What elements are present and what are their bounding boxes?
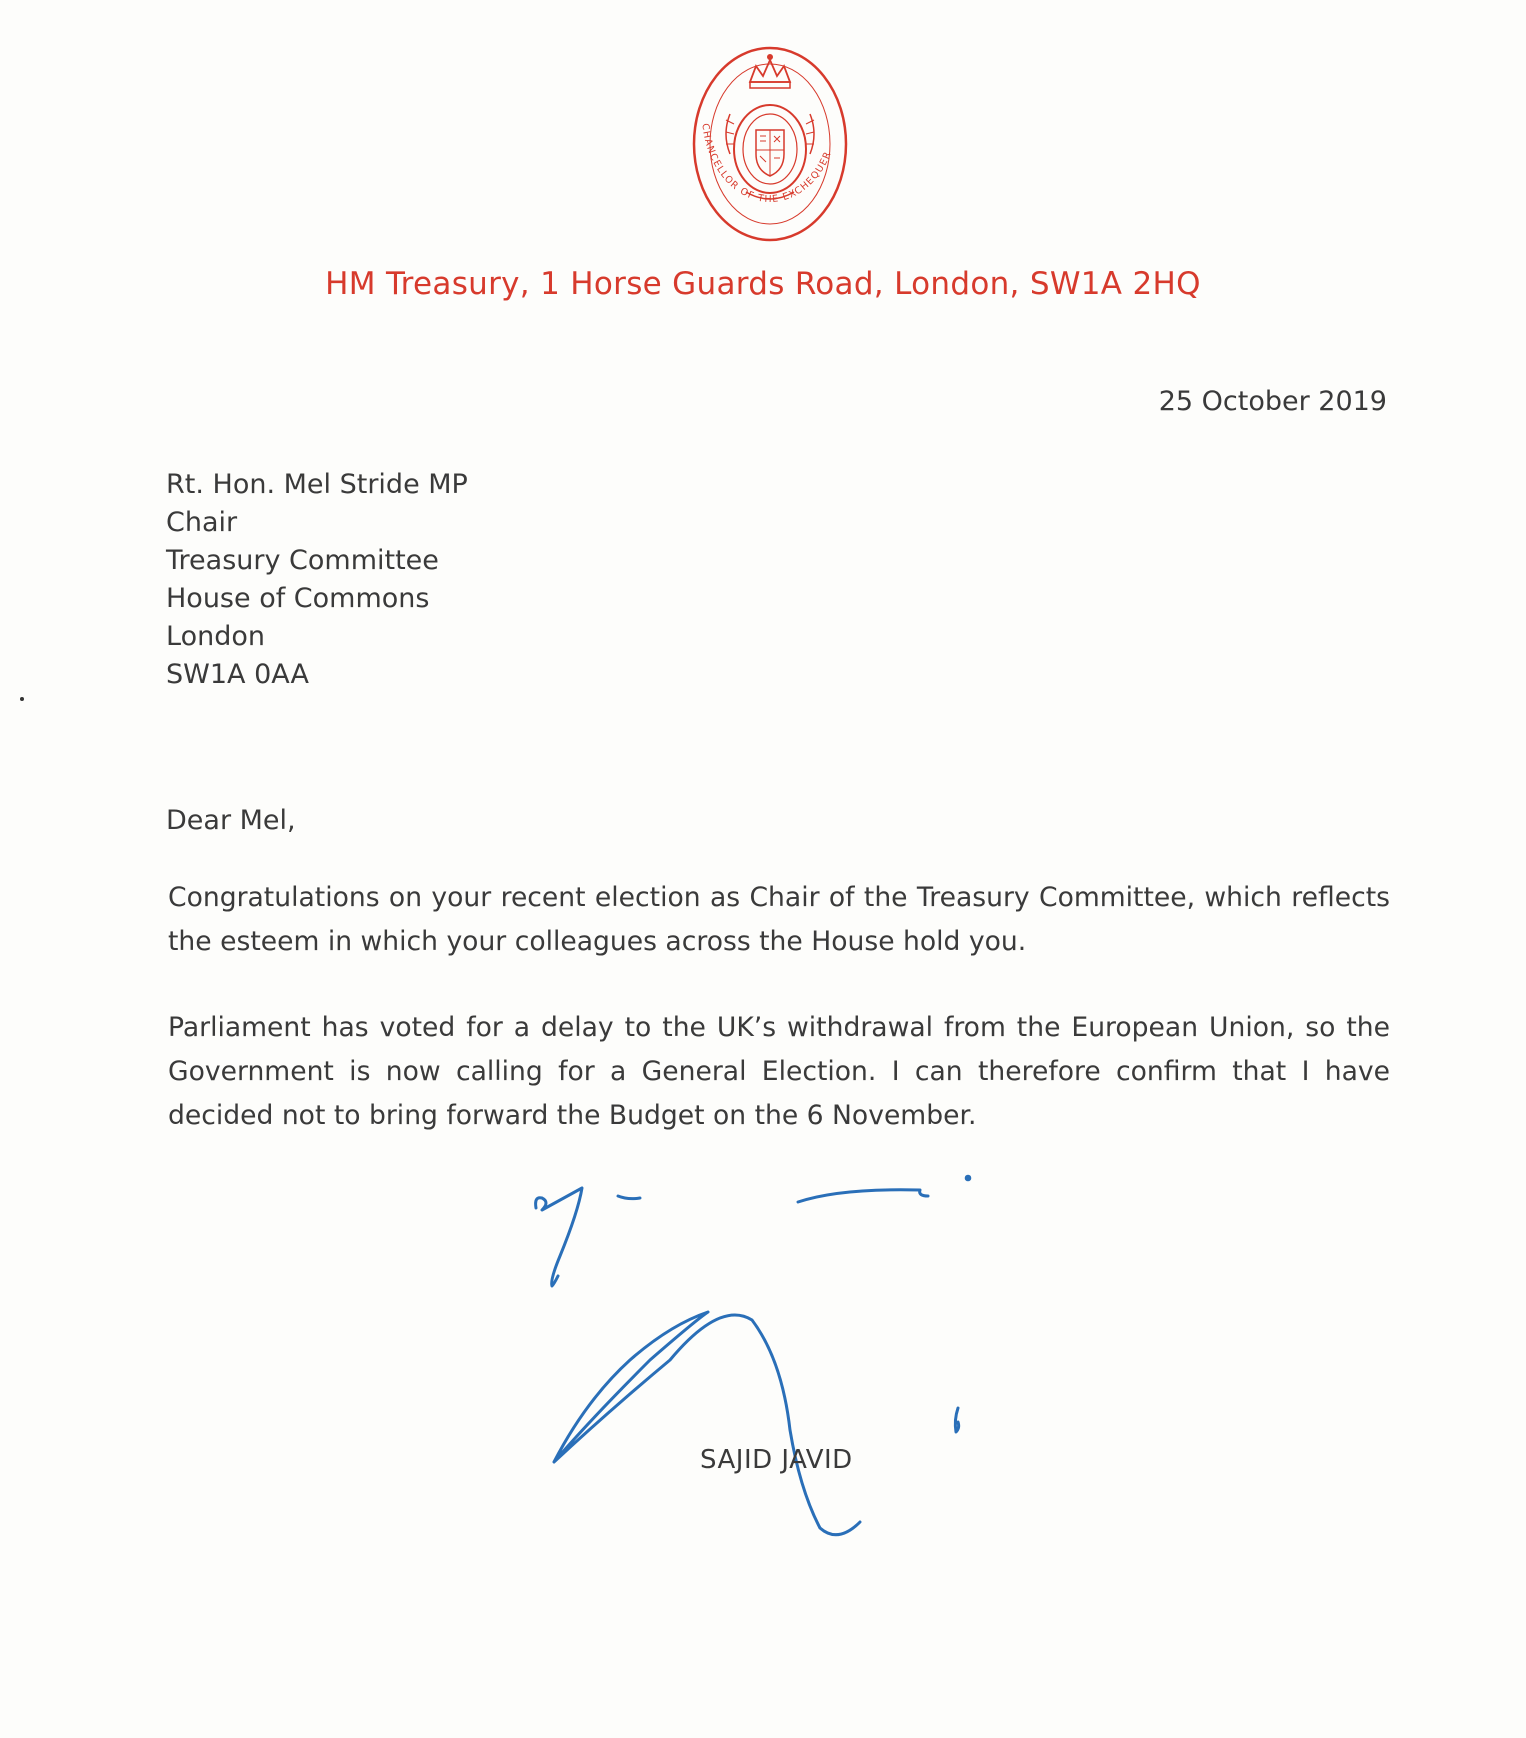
recipient-line: House of Commons	[166, 583, 430, 614]
recipient-address-block	[166, 466, 468, 694]
letter-date: 25 October 2019	[1158, 386, 1387, 417]
recipient-line: London	[166, 621, 265, 652]
body-paragraph: Congratulations on your recent election as Chair of the Treasury Committee, which reflects the esteem in which your colleagues across the House hold you.	[168, 882, 1390, 957]
scan-speck	[20, 697, 24, 701]
handwritten-signature	[520, 1160, 980, 1560]
recipient-line: Chair	[166, 507, 238, 538]
crest-lettering: CHANCELLOR OF THE EXCHEQUER	[699, 122, 834, 206]
recipient-line: Treasury Committee	[166, 545, 439, 576]
chancellor-crest-seal	[690, 44, 850, 244]
signatory-name: SAJID JAVID	[700, 1445, 853, 1475]
recipient-line: Rt. Hon. Mel Stride MP	[166, 469, 468, 500]
body-paragraph: Parliament has voted for a delay to the UK’s withdrawal from the European Union, so the Government is now calling for a General Election. I can therefore confirm that I have decided not to bring forward the Budget on the 6 November.	[168, 1012, 1390, 1131]
letterhead-address: HM Treasury, 1 Horse Guards Road, London, SW1A 2HQ	[325, 266, 1201, 302]
salutation: Dear Mel,	[166, 805, 296, 836]
recipient-line: SW1A 0AA	[166, 659, 309, 690]
